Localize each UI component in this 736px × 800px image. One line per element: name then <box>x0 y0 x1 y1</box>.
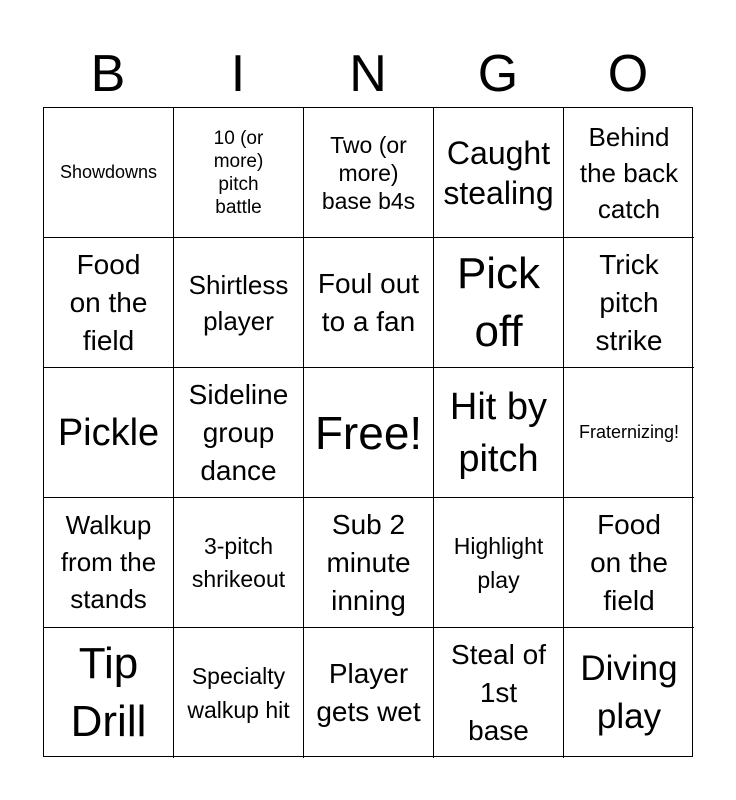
bingo-cell[interactable] <box>434 628 564 758</box>
cell-text: Trick pitch strike <box>595 248 663 356</box>
cell-text: Fraternizing! <box>578 422 680 442</box>
cell-text: Player gets wet <box>316 658 421 727</box>
cell-text: Pick off <box>456 248 541 356</box>
cell-text: Steal of 1st base <box>451 639 546 746</box>
bingo-cell[interactable] <box>304 628 434 758</box>
cell-text: Walkup from the stands <box>60 510 157 614</box>
bingo-cell[interactable] <box>564 498 694 628</box>
cell-text: Two (or more) base b4s <box>321 131 416 214</box>
cell-text: Pickle <box>57 411 160 454</box>
cell-text: Tip Drill <box>70 639 147 746</box>
bingo-cell[interactable] <box>44 628 174 758</box>
bingo-cell[interactable] <box>44 108 174 238</box>
bingo-cell[interactable] <box>434 498 564 628</box>
bingo-cell[interactable] <box>304 368 434 498</box>
header-letter-i: I <box>230 45 246 103</box>
cell-text: Showdowns <box>59 162 158 182</box>
cell-text: Caught stealing <box>443 134 554 211</box>
bingo-cell[interactable] <box>44 368 174 498</box>
bingo-cell[interactable] <box>174 628 304 758</box>
bingo-cell[interactable] <box>434 108 564 238</box>
cell-text: Food on the field <box>69 248 148 356</box>
bingo-cell[interactable] <box>174 108 304 238</box>
cell-text: Sub 2 minute inning <box>326 508 411 616</box>
cell-text: Highlight play <box>453 532 544 593</box>
cell-text: Sideline group dance <box>188 378 289 486</box>
bingo-cell[interactable] <box>304 238 434 368</box>
cell-text: Diving play <box>580 649 678 736</box>
bingo-cell[interactable] <box>564 368 694 498</box>
bingo-cell[interactable] <box>174 368 304 498</box>
bingo-cell[interactable] <box>304 498 434 628</box>
cell-text: Free! <box>314 406 423 459</box>
cell-text: Food on the field <box>590 508 668 616</box>
cell-text: Hit by pitch <box>449 385 548 480</box>
header-letter-b: B <box>90 45 126 103</box>
bingo-cell[interactable] <box>44 238 174 368</box>
header-letter-n: N <box>349 45 387 103</box>
header-letter-o: O <box>607 45 649 103</box>
cell-text: Behind the back catch <box>579 121 679 224</box>
bingo-cell[interactable] <box>564 238 694 368</box>
cell-text: Shirtless player <box>188 269 289 336</box>
bingo-cell[interactable] <box>564 108 694 238</box>
bingo-cell[interactable] <box>174 238 304 368</box>
cell-text: 10 (or more) pitch battle <box>213 127 264 218</box>
bingo-cell[interactable] <box>434 238 564 368</box>
bingo-cell[interactable] <box>434 368 564 498</box>
cell-text: Foul out to a fan <box>317 267 420 337</box>
cell-text: Specialty walkup hit <box>187 663 290 723</box>
bingo-cell[interactable] <box>304 108 434 238</box>
cell-text: 3-pitch shrikeout <box>191 532 286 592</box>
bingo-cell[interactable] <box>174 498 304 628</box>
bingo-cell[interactable] <box>564 628 694 758</box>
bingo-cell[interactable] <box>44 498 174 628</box>
bingo-header <box>43 42 693 106</box>
header-letter-g: G <box>477 45 519 103</box>
bingo-card-grid <box>43 107 693 757</box>
